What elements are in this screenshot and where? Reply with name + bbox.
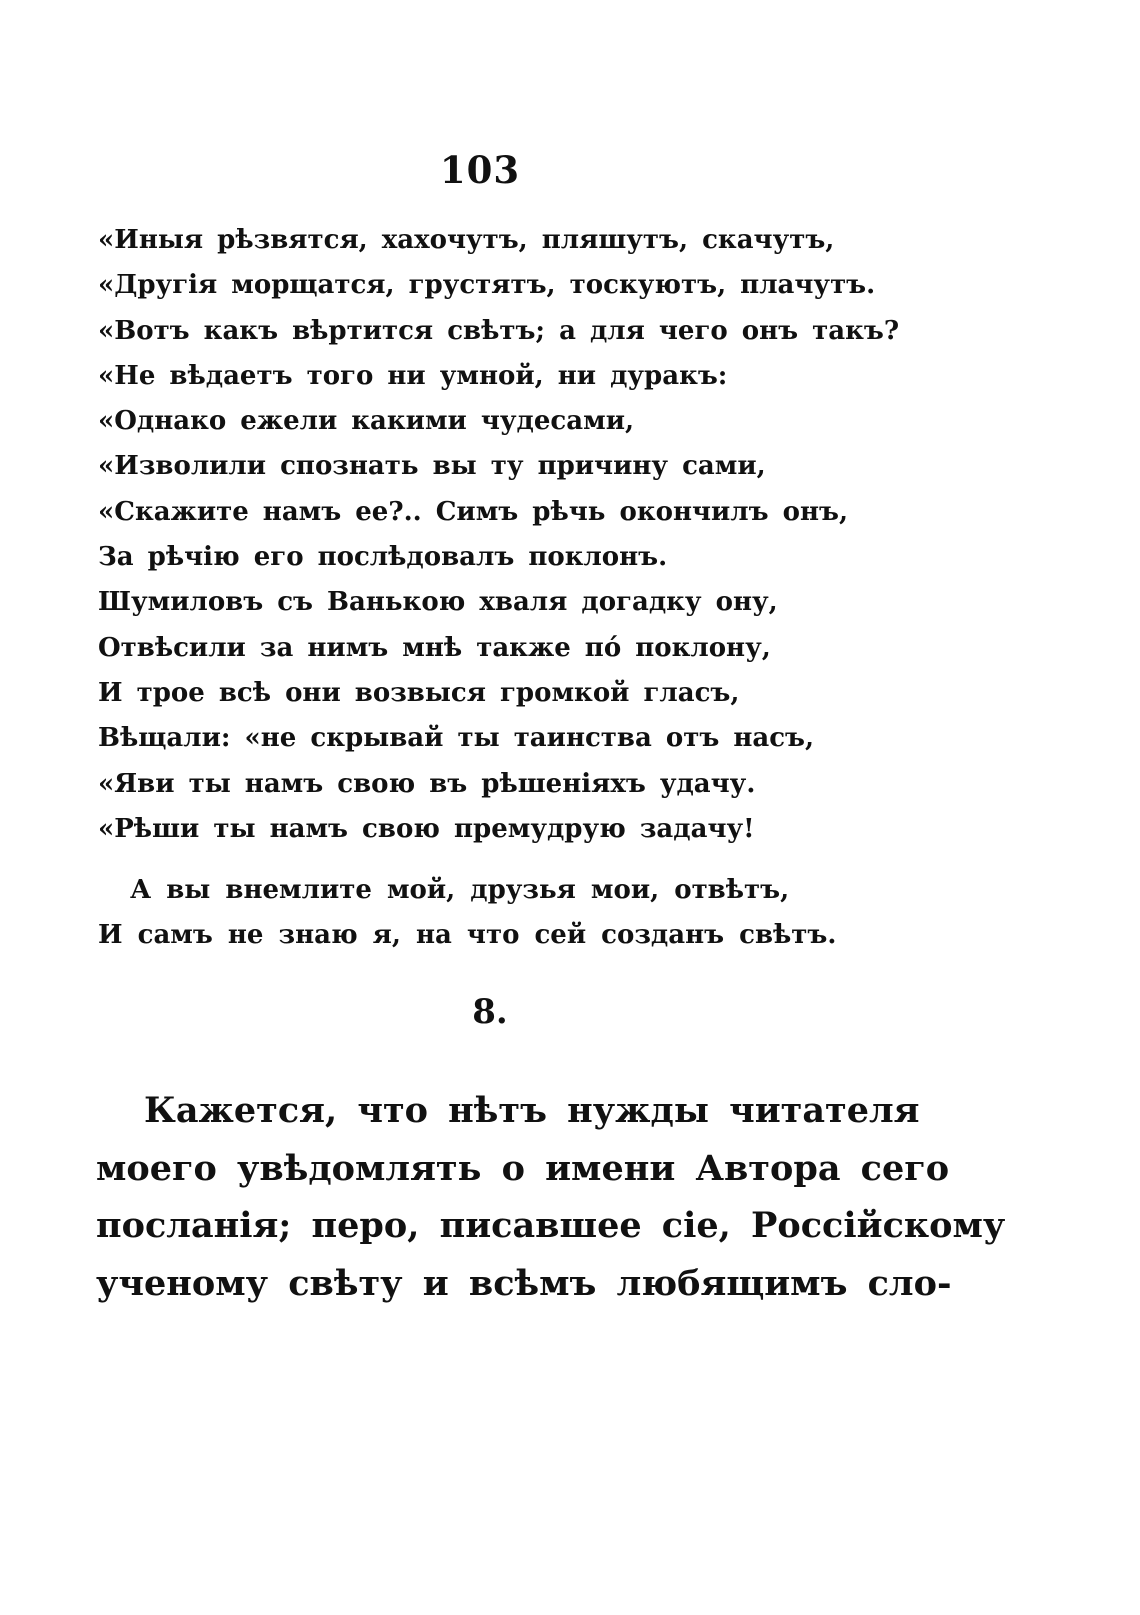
prose-line: Кажется, что нѣтъ нужды читателя — [144, 1090, 920, 1131]
prose-line: ученому свѣту и всѣмъ любящимъ сло- — [96, 1262, 952, 1304]
verse-line: Шумиловъ съ Ванькою хваля догадку ону, — [98, 587, 778, 618]
verse-line: «Однако ежели какими чудесами, — [98, 406, 635, 437]
prose-line: посланія; перо, писавшее сіе, Россійскому — [96, 1205, 1006, 1246]
verse-line: «Скажите намъ ее?.. Симъ рѣчь окончилъ онъ, — [98, 496, 848, 527]
verse — [98, 218, 899, 852]
closing-line: А вы внемлите мой, друзья мои, отвѣтъ, — [130, 875, 790, 905]
verse-line: «Иныя рѣзвятся, хахочутъ, пляшутъ, скачутъ, — [98, 225, 835, 255]
closing-couplet — [98, 868, 836, 958]
section-number: 8. — [472, 992, 508, 1032]
closing-line: И самъ не знаю я, на что сей созданъ свѣтъ. — [98, 920, 837, 950]
verse-line: «Вотъ какъ вѣртится свѣтъ; а для чего онъ такъ? — [98, 315, 900, 346]
verse-line: Отвѣсили за нимъ мнѣ также по́ поклону, — [98, 632, 771, 663]
verse-line: «Другія морщатся, грустятъ, тоскуютъ, плачутъ. — [98, 270, 876, 301]
verse-line: «Изволили спознать вы ту причину сами, — [98, 451, 766, 482]
verse-line: «Рѣши ты намъ свою премудрую задачу! — [98, 813, 755, 844]
verse-line: За рѣчію его послѣдовалъ поклонъ. — [98, 542, 668, 573]
page-number: 103 — [439, 148, 521, 192]
verse-line: И трое всѣ они возвыся громкой гласъ, — [98, 677, 740, 708]
prose-line: моего увѣдомлять о имени Автора сего — [96, 1147, 950, 1189]
verse-line: «Не вѣдаетъ того ни умной, ни дуракъ: — [98, 360, 728, 391]
prose-paragraph — [96, 1082, 1005, 1312]
verse-line: Вѣщали: «не скрывай ты таинства отъ насъ, — [98, 723, 815, 754]
verse-line: «Яви ты намъ свою въ рѣшеніяхъ удачу. — [98, 768, 756, 799]
